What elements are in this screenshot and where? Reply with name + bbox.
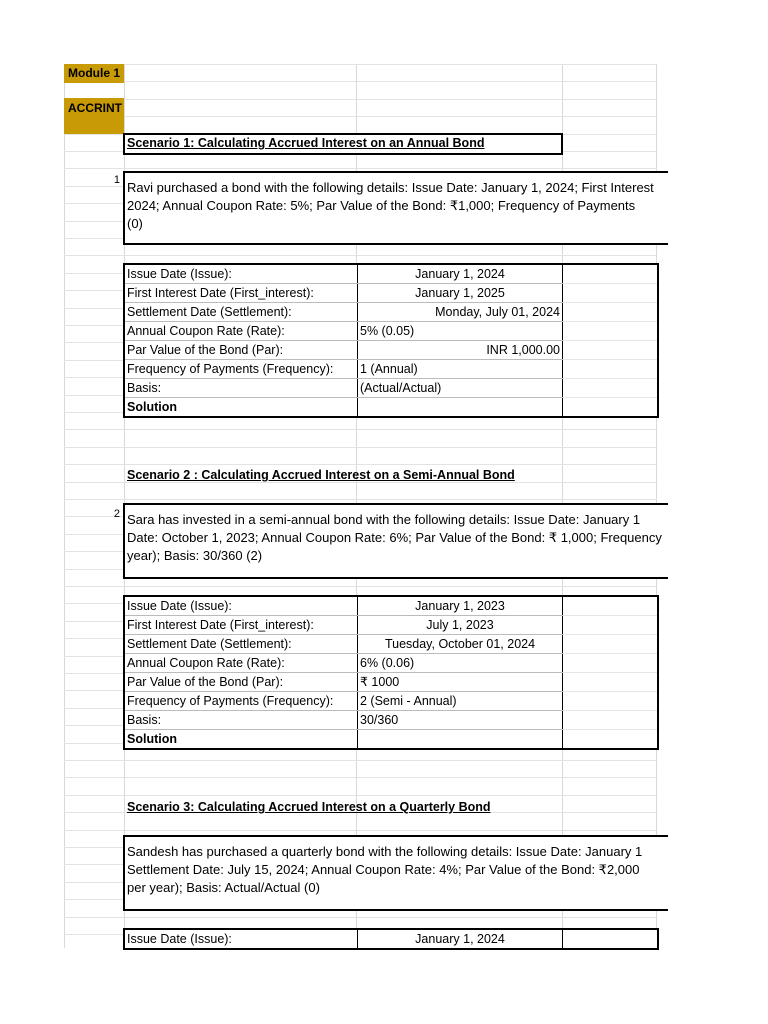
parameter-value[interactable]: 6% (0.06): [358, 654, 563, 673]
parameter-label[interactable]: Par Value of the Bond (Par):: [124, 341, 358, 360]
parameter-value[interactable]: [358, 730, 563, 750]
empty-cell[interactable]: [563, 692, 659, 711]
parameter-label[interactable]: Solution: [124, 398, 358, 418]
parameter-row: [124, 360, 658, 379]
parameter-row: [124, 322, 658, 341]
grid-col-line: [64, 64, 65, 948]
scenario-2-description-box: [123, 503, 668, 579]
empty-cell[interactable]: [563, 398, 659, 418]
parameter-value[interactable]: ₹ 1000: [358, 673, 563, 692]
parameter-label[interactable]: Issue Date (Issue):: [124, 596, 358, 616]
empty-cell[interactable]: [563, 596, 659, 616]
parameter-label[interactable]: Solution: [124, 730, 358, 750]
parameter-row: [124, 264, 658, 284]
grid-row-line: [64, 830, 657, 831]
scenario-3-description-box: [123, 835, 668, 911]
parameter-label[interactable]: Frequency of Payments (Frequency):: [124, 360, 358, 379]
grid-row-line: [64, 116, 657, 117]
grid-row-line: [64, 81, 657, 82]
grid-row-line: [64, 255, 657, 256]
description-line: Date: October 1, 2023; Annual Coupon Rate: 6%; Par Value of the Bond: ₹ 1,000; Frequency: [127, 530, 662, 545]
grid-row-line: [64, 447, 657, 448]
parameter-value[interactable]: January 1, 2025: [358, 284, 563, 303]
parameter-row: [124, 284, 658, 303]
parameter-label[interactable]: Settlement Date (Settlement):: [124, 303, 358, 322]
parameter-row: [124, 635, 658, 654]
empty-cell[interactable]: [563, 284, 659, 303]
parameter-value[interactable]: January 1, 2023: [358, 596, 563, 616]
grid-row-line: [64, 795, 657, 796]
parameter-value[interactable]: January 1, 2024: [358, 264, 563, 284]
parameter-value[interactable]: 5% (0.05): [358, 322, 563, 341]
scenario-1-number: 1: [113, 174, 120, 186]
parameter-row: [124, 692, 658, 711]
parameter-value[interactable]: 30/360: [358, 711, 563, 730]
grid-row-line: [64, 499, 657, 500]
scenario-3-parameter-table: [123, 928, 659, 950]
scenario-3-title-cell: [125, 799, 491, 816]
empty-cell[interactable]: [563, 303, 659, 322]
grid-row-line: [64, 760, 657, 761]
scenario-2-parameter-table: [123, 595, 659, 750]
module-label: Module 1: [68, 66, 121, 80]
parameter-label[interactable]: First Interest Date (First_interest):: [124, 616, 358, 635]
grid-row-line: [64, 586, 657, 587]
parameter-label[interactable]: First Interest Date (First_interest):: [124, 284, 358, 303]
empty-cell[interactable]: [563, 341, 659, 360]
parameter-row: [124, 929, 658, 949]
parameter-row: [124, 341, 658, 360]
parameter-row: [124, 730, 658, 750]
scenario-2-title: Scenario 2 : Calculating Accrued Interest on a Semi-Annual Bond: [127, 468, 515, 482]
parameter-row: [124, 303, 658, 322]
parameter-value[interactable]: January 1, 2024: [358, 929, 563, 949]
empty-cell[interactable]: [563, 322, 659, 341]
description-line: 2024; Annual Coupon Rate: 5%; Par Value of the Bond: ₹1,000; Frequency of Payments: [127, 198, 636, 213]
scenario-1-title: Scenario 1: Calculating Accrued Interest on an Annual Bond: [127, 136, 485, 150]
parameter-label[interactable]: Par Value of the Bond (Par):: [124, 673, 358, 692]
parameter-label[interactable]: Annual Coupon Rate (Rate):: [124, 654, 358, 673]
parameter-row: [124, 711, 658, 730]
empty-cell[interactable]: [563, 711, 659, 730]
parameter-value[interactable]: July 1, 2023: [358, 616, 563, 635]
grid-row-line: [64, 464, 657, 465]
description-line: Sandesh has purchased a quarterly bond with the following details: Issue Date: January 1: [127, 844, 643, 859]
empty-cell[interactable]: [563, 654, 659, 673]
description-line: per year); Basis: Actual/Actual (0): [127, 880, 320, 895]
module-cell[interactable]: [64, 64, 124, 83]
scenario-3-description: [125, 837, 668, 897]
parameter-row: [124, 398, 658, 418]
scenario-1-description: [125, 173, 668, 233]
scenario-1-description-box: [123, 171, 668, 245]
parameter-row: [124, 654, 658, 673]
parameter-label[interactable]: Issue Date (Issue):: [124, 929, 358, 949]
grid-row-line: [64, 777, 657, 778]
empty-cell[interactable]: [563, 360, 659, 379]
parameter-row: [124, 673, 658, 692]
description-line: (0): [127, 216, 143, 231]
parameter-label[interactable]: Frequency of Payments (Frequency):: [124, 692, 358, 711]
empty-cell[interactable]: [563, 635, 659, 654]
parameter-value[interactable]: 2 (Semi - Annual): [358, 692, 563, 711]
parameter-label[interactable]: Basis:: [124, 711, 358, 730]
parameter-value[interactable]: Monday, July 01, 2024: [358, 303, 563, 322]
parameter-label[interactable]: Issue Date (Issue):: [124, 264, 358, 284]
empty-cell[interactable]: [563, 673, 659, 692]
empty-cell[interactable]: [563, 264, 659, 284]
scenario-1-parameter-table: [123, 263, 659, 418]
scenario-2-description: [125, 505, 668, 565]
scenario-2-number: 2: [113, 508, 120, 520]
parameter-value[interactable]: [358, 398, 563, 418]
parameter-row: [124, 596, 658, 616]
description-line: Sara has invested in a semi-annual bond with the following details: Issue Date: January 1: [127, 512, 641, 527]
parameter-value[interactable]: (Actual/Actual): [358, 379, 563, 398]
parameter-value[interactable]: 1 (Annual): [358, 360, 563, 379]
scenario-1-title-box: [123, 133, 563, 155]
description-line: year); Basis: 30/360 (2): [127, 548, 263, 563]
parameter-label[interactable]: Settlement Date (Settlement):: [124, 635, 358, 654]
description-line: Ravi purchased a bond with the following details: Issue Date: January 1, 2024; First Interest: [127, 180, 654, 195]
parameter-label[interactable]: Basis:: [124, 379, 358, 398]
grid-row-line: [64, 64, 657, 65]
empty-cell[interactable]: [563, 730, 659, 750]
function-label: ACCRINT: [68, 101, 122, 115]
grid-row-line: [64, 429, 657, 430]
parameter-value[interactable]: INR 1,000.00: [358, 341, 563, 360]
parameter-label[interactable]: Annual Coupon Rate (Rate):: [124, 322, 358, 341]
function-cell[interactable]: [64, 98, 124, 134]
parameter-value[interactable]: Tuesday, October 01, 2024: [358, 635, 563, 654]
empty-cell[interactable]: [563, 616, 659, 635]
parameter-row: [124, 616, 658, 635]
description-line: Settlement Date: July 15, 2024; Annual Coupon Rate: 4%; Par Value of the Bond: ₹2,000: [127, 862, 640, 877]
grid-row-line: [64, 99, 657, 100]
grid-row-line: [64, 917, 657, 918]
empty-cell[interactable]: [563, 929, 659, 949]
grid-row-line: [64, 168, 657, 169]
scenario-3-title: Scenario 3: Calculating Accrued Interest on a Quarterly Bond: [127, 800, 491, 814]
scenario-2-title-cell: [125, 467, 515, 484]
empty-cell[interactable]: [563, 379, 659, 398]
parameter-row: [124, 379, 658, 398]
